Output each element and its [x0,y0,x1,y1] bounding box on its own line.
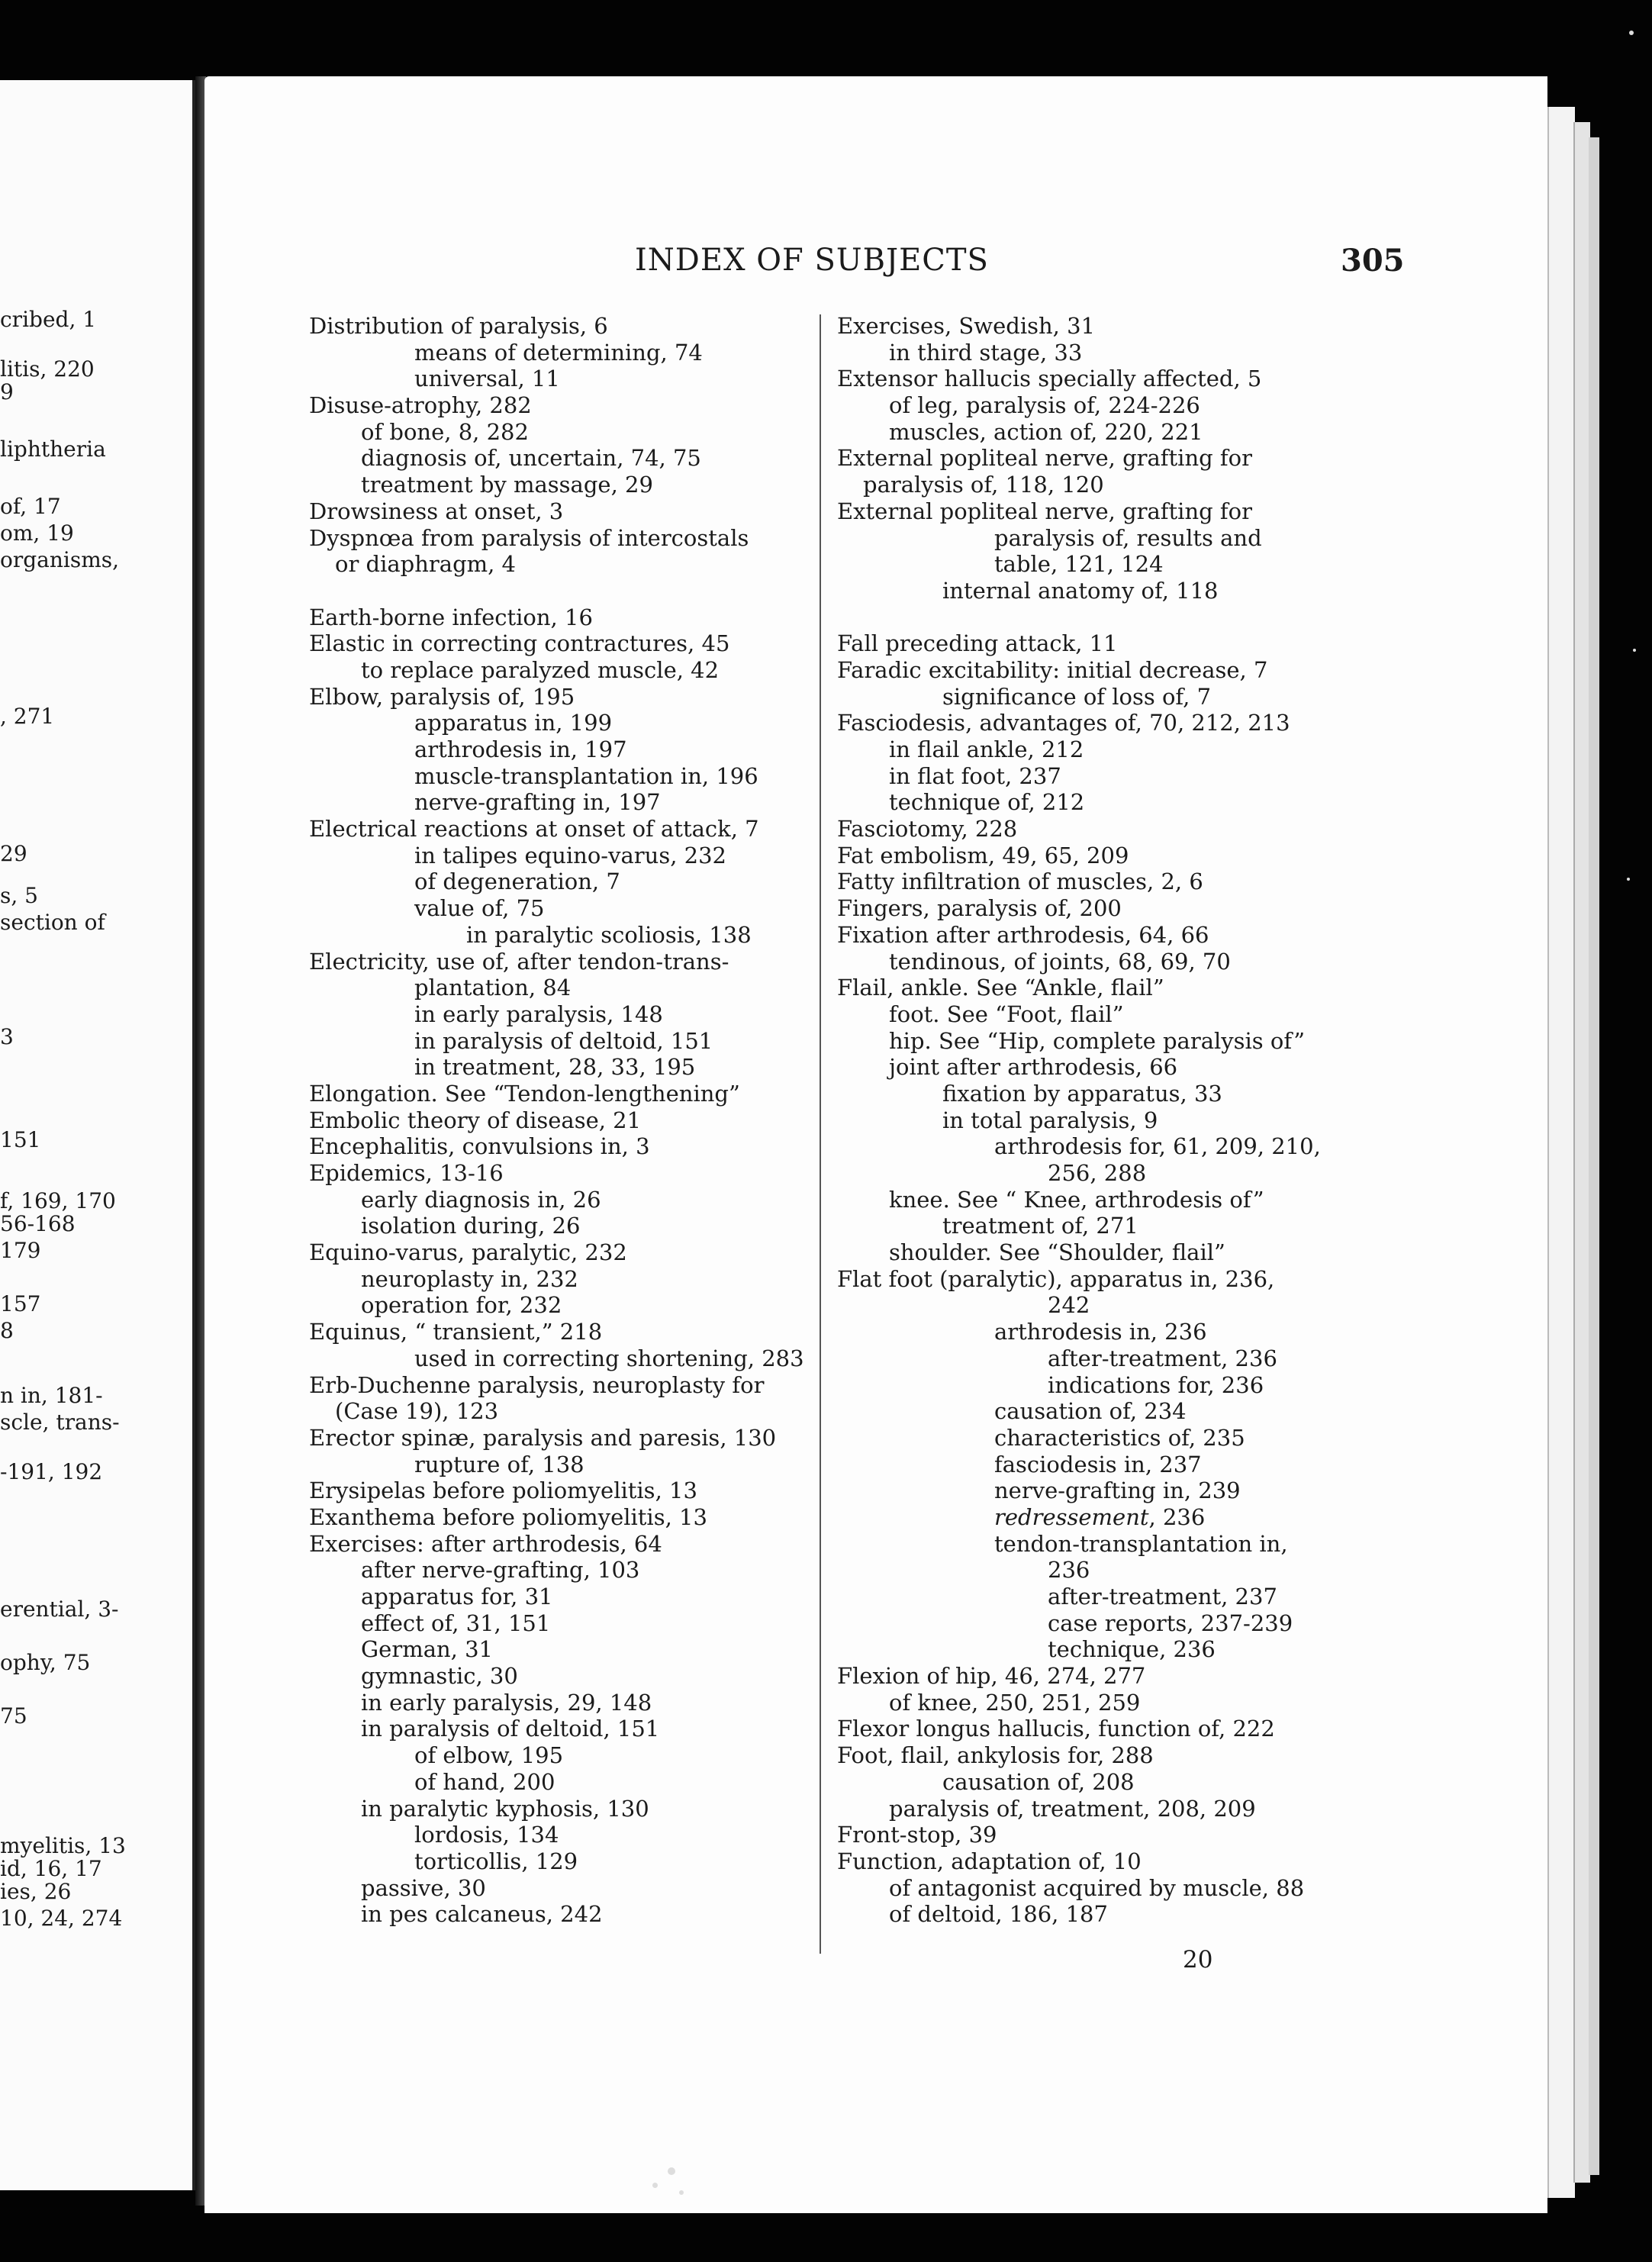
index-entry: means of determining, 74 [414,339,703,366]
index-entry: in paralytic scoliosis, 138 [466,921,752,948]
index-entry: gymnastic, 30 [361,1663,518,1690]
facing-page-text: om, 19 [0,520,74,546]
index-entry: arthrodesis in, 197 [414,736,627,762]
index-entry: effect of, 31, 151 [361,1610,551,1636]
index-entry: in total paralysis, 9 [942,1107,1158,1133]
index-entry: universal, 11 [414,366,560,392]
index-entry: foot. See “Foot, flail” [889,1000,1124,1027]
index-entry: arthrodesis for, 61, 209, 210, [994,1133,1321,1160]
dust-speck [1627,878,1630,881]
index-entry: paralysis of, 118, 120 [863,472,1104,498]
index-entry: diagnosis of, uncertain, 74, 75 [361,445,701,472]
index-entry: isolation during, 26 [361,1213,581,1239]
facing-page-text: 151 [0,1127,41,1152]
index-entry: Erysipelas before poliomyelitis, 13 [309,1477,697,1504]
index-column-right [837,313,1333,1928]
index-entry: Foot, flail, ankylosis for, 288 [837,1742,1154,1769]
index-entry: 236 [1048,1557,1090,1584]
dust-speck [679,2190,684,2195]
index-entry: apparatus in, 199 [414,710,613,736]
index-entry: muscles, action of, 220, 221 [889,418,1203,445]
dust-speck [1633,649,1636,652]
index-entry: Drowsiness at onset, 3 [309,498,564,524]
index-entry: Front-stop, 39 [837,1822,997,1848]
index-entry: in flail ankle, 212 [889,736,1084,762]
index-entry: Erb-Duchenne paralysis, neuroplasty for [309,1371,765,1398]
index-entry: Elongation. See “Tendon-lengthening” [309,1080,740,1107]
index-entry: operation for, 232 [361,1292,562,1319]
index-entry: Electricity, use of, after tendon-trans- [309,948,729,975]
index-entry: in pes calcaneus, 242 [361,1901,603,1928]
facing-page-text: 56-168 [0,1211,76,1236]
index-entry: used in correcting shortening, 283 [414,1345,804,1371]
facing-page-text: ies, 26 [0,1879,72,1904]
index-entry: Fat embolism, 49, 65, 209 [837,842,1129,868]
index-entry: 256, 288 [1048,1160,1147,1186]
index-entry: Equino-varus, paralytic, 232 [309,1239,627,1266]
column-divider [820,314,821,1954]
index-entry: hip. See “Hip, complete paralysis of” [889,1027,1306,1054]
index-entry: of bone, 8, 282 [361,418,529,445]
index-entry: apparatus for, 31 [361,1584,553,1610]
facing-page-fragment [0,80,195,2190]
index-entry: muscle-transplantation in, 196 [414,762,758,789]
index-entry: knee. See “ Knee, arthrodesis of” [889,1186,1264,1213]
page-edge [1589,137,1599,2175]
index-entry: External popliteal nerve, grafting for [837,445,1252,472]
index-entry: arthrodesis in, 236 [994,1319,1207,1345]
index-entry: Function, adaptation of, 10 [837,1848,1142,1874]
dust-speck [652,2183,658,2188]
facing-page-text: id, 16, 17 [0,1856,102,1881]
index-entry: Flexion of hip, 46, 274, 277 [837,1663,1146,1690]
index-entry: torticollis, 129 [414,1848,578,1874]
index-entry: in third stage, 33 [889,339,1083,366]
index-entry: in talipes equino-varus, 232 [414,842,726,868]
index-entry: Elbow, paralysis of, 195 [309,683,575,710]
facing-page-text: myelitis, 13 [0,1833,126,1858]
index-entry: Exercises: after arthrodesis, 64 [309,1530,662,1557]
index-entry: value of, 75 [414,895,545,922]
facing-page-text: 75 [0,1703,27,1729]
index-entry: internal anatomy of, 118 [942,577,1219,604]
facing-page-text: organisms, [0,547,120,572]
index-entry: in flat foot, 237 [889,762,1061,789]
facing-page-text: s, 5 [0,883,38,908]
facing-page-text: 9 [0,379,14,404]
index-entry: Encephalitis, convulsions in, 3 [309,1133,650,1160]
facing-page-text: 3 [0,1024,14,1049]
facing-page-text: scle, trans- [0,1410,120,1435]
index-entry: in paralysis of deltoid, 151 [361,1716,660,1742]
index-entry: Erector spinæ, paralysis and paresis, 130 [309,1424,777,1451]
page-number: 305 [1341,243,1405,279]
index-entry: Faradic excitability: initial decrease, 7 [837,656,1268,683]
index-entry: Electrical reactions at onset of attack, 7 [309,816,759,843]
facing-page-text: liphtheria [0,437,106,462]
index-entry: Fatty infiltration of muscles, 2, 6 [837,868,1203,895]
facing-page-text: , 271 [0,704,55,729]
index-entry: Dyspnœa from paralysis of intercostals [309,524,749,551]
facing-page-text: 179 [0,1238,41,1263]
facing-page-text: of, 17 [0,494,61,519]
index-entry: shoulder. See “Shoulder, flail” [889,1239,1225,1266]
index-entry: joint after arthrodesis, 66 [889,1054,1178,1081]
index-entry: causation of, 234 [994,1398,1187,1425]
page-edge [1547,107,1575,2198]
facing-page-text: litis, 220 [0,356,95,382]
index-entry: Exercises, Swedish, 31 [837,313,1096,339]
index-spacer [837,604,1333,631]
index-entry: tendinous, of joints, 68, 69, 70 [889,948,1231,975]
index-entry: rupture of, 138 [414,1451,584,1477]
index-entry: treatment of, 271 [942,1213,1138,1239]
index-entry: 242 [1048,1292,1090,1319]
facing-page-text: ophy, 75 [0,1650,91,1675]
index-entry: Equinus, “ transient,” 218 [309,1319,603,1345]
index-entry: of elbow, 195 [414,1742,564,1769]
index-entry: of hand, 200 [414,1768,555,1795]
index-entry: in treatment, 28, 33, 195 [414,1054,696,1081]
index-entry: Elastic in correcting contractures, 45 [309,630,730,657]
index-entry: after nerve-grafting, 103 [361,1557,640,1584]
index-entry: in paralysis of deltoid, 151 [414,1027,713,1054]
index-entry: of antagonist acquired by muscle, 88 [889,1874,1305,1901]
index-entry: paralysis of, results and [994,524,1262,551]
index-entry: of deltoid, 186, 187 [889,1901,1108,1928]
index-entry: Fingers, paralysis of, 200 [837,895,1122,922]
index-entry: Fall preceding attack, 11 [837,630,1118,657]
index-entry: plantation, 84 [414,975,572,1001]
facing-page-text: section of [0,910,105,935]
dust-speck [668,2167,675,2175]
index-entry: treatment by massage, 29 [361,472,653,498]
index-entry: fasciodesis in, 237 [994,1451,1202,1477]
index-column-left [309,313,813,1928]
facing-page-text: 8 [0,1318,14,1343]
facing-page-text: f, 169, 170 [0,1188,116,1213]
index-entry: neuroplasty in, 232 [361,1265,578,1292]
page-edge [1573,122,1590,2183]
index-entry: Flexor longus hallucis, function of, 222 [837,1716,1275,1742]
index-entry: of leg, paralysis of, 224-226 [889,392,1200,419]
index-entry: Earth-borne infection, 16 [309,604,593,630]
index-entry: Fixation after arthrodesis, 64, 66 [837,921,1209,948]
index-entry: causation of, 208 [942,1768,1135,1795]
page-title: INDEX OF SUBJECTS [635,243,989,278]
index-entry: Epidemics, 13-16 [309,1160,504,1186]
index-entry: of degeneration, 7 [414,868,620,895]
facing-page-text: 29 [0,841,27,866]
index-entry: in paralytic kyphosis, 130 [361,1795,649,1822]
dust-speck [1629,31,1634,35]
index-entry: table, 121, 124 [994,551,1164,578]
index-entry: of knee, 250, 251, 259 [889,1689,1141,1716]
index-entry: Flat foot (paralytic), apparatus in, 236, [837,1265,1275,1292]
index-entry: Extensor hallucis specially affected, 5 [837,366,1262,392]
index-entry: Flail, ankle. See “Ankle, flail” [837,975,1164,1001]
index-entry: case reports, 237-239 [1048,1610,1293,1636]
index-entry: (Case 19), 123 [335,1398,499,1425]
index-entry: passive, 30 [361,1874,486,1901]
index-entry: significance of loss of, 7 [942,683,1212,710]
index-entry: indications for, 236 [1048,1371,1264,1398]
facing-page-text: 10, 24, 274 [0,1906,123,1931]
index-entry: nerve-grafting in, 239 [994,1477,1241,1504]
index-entry: Distribution of paralysis, 6 [309,313,608,339]
index-entry: after-treatment, 237 [1048,1584,1277,1610]
index-entry: after-treatment, 236 [1048,1345,1277,1371]
index-entry: German, 31 [361,1636,493,1663]
facing-page-text: 157 [0,1291,41,1316]
index-entry: technique, 236 [1048,1636,1216,1663]
index-entry: Fasciodesis, advantages of, 70, 212, 213 [837,710,1290,736]
index-entry: redressement, 236 [994,1503,1206,1530]
index-entry: Disuse-atrophy, 282 [309,392,532,419]
index-entry: to replace paralyzed muscle, 42 [361,656,720,683]
index-entry: Exanthema before poliomyelitis, 13 [309,1503,707,1530]
index-entry: in early paralysis, 148 [414,1000,663,1027]
index-entry: fixation by apparatus, 33 [942,1080,1222,1107]
index-entry: External popliteal nerve, grafting for [837,498,1252,524]
facing-page-text: erential, 3- [0,1597,119,1622]
facing-page-text: -191, 192 [0,1459,103,1484]
signature-mark: 20 [1183,1946,1213,1974]
index-entry: nerve-grafting in, 197 [414,789,661,816]
index-entry: early diagnosis in, 26 [361,1186,601,1213]
index-entry: Embolic theory of disease, 21 [309,1107,642,1133]
index-entry: Fasciotomy, 228 [837,816,1018,843]
index-entry: technique of, 212 [889,789,1085,816]
index-entry: lordosis, 134 [414,1822,559,1848]
index-entry: characteristics of, 235 [994,1424,1245,1451]
index-spacer [309,578,813,604]
index-entry: or diaphragm, 4 [335,551,517,578]
facing-page-text: cribed, 1 [0,307,97,332]
index-entry: paralysis of, treatment, 208, 209 [889,1795,1256,1822]
facing-page-text: n in, 181- [0,1383,103,1408]
index-entry: tendon-transplantation in, [994,1530,1288,1557]
index-entry: in early paralysis, 29, 148 [361,1689,652,1716]
